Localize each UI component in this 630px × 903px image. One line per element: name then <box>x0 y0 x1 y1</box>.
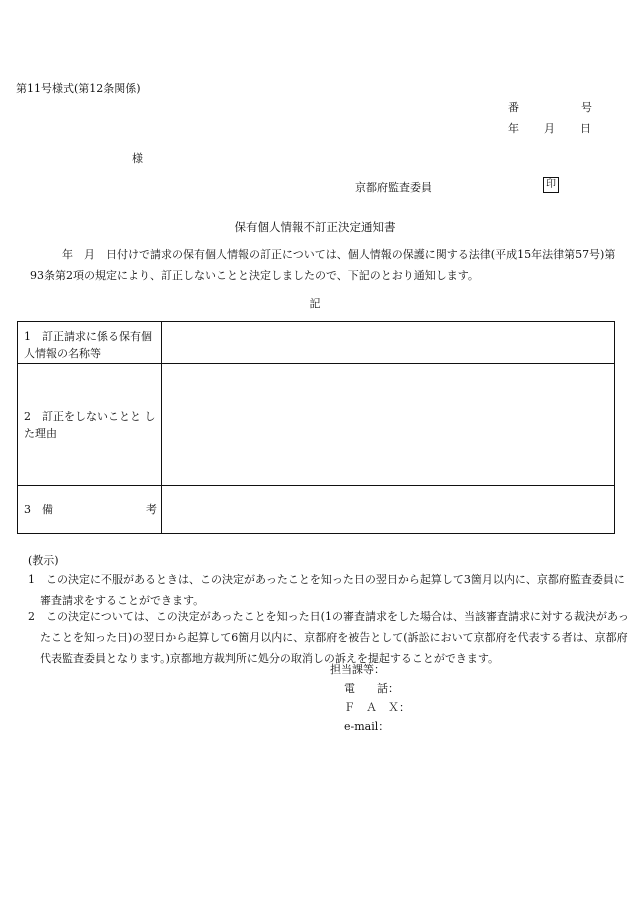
body-text: 年 月 日付けで請求の保有個人情報の訂正については、個人情報の保護に関する法律(平成15年法律第57号)第93条第2項の規定により、訂正しないことと決定しましたので、下記のとおり通知します。 <box>30 248 616 282</box>
document-date <box>508 120 591 136</box>
issuer: 京都府監査委員 <box>355 181 432 194</box>
note-2: 2 この決定については、この決定があったことを知った日(1の審査請求をした場合は、当該審査請求に対する裁決があったことを知った日)の翌日から起算して6箇月以内に、京都府を被告として(訴訟において京都府を代表する者は、京都府代表監査委員となります。)京都地方裁判所に処分の取消しの訴えを提起することができます。 <box>28 610 629 665</box>
row-value-info-name <box>162 322 615 364</box>
row-label-remarks <box>18 486 162 534</box>
number-label: 番 <box>508 101 519 114</box>
remarks-label-right: 考 <box>146 503 157 516</box>
document-title: 保有個人情報不訂正決定通知書 <box>234 220 396 234</box>
document-number <box>508 99 592 115</box>
details-table <box>17 321 615 534</box>
notes-heading: (教示) <box>28 554 59 567</box>
contact-fax: Ｆ Ａ Ｘ： <box>344 701 410 714</box>
remarks-label-left: 3 備 <box>24 503 53 516</box>
number-suffix: 号 <box>581 101 592 114</box>
row-label-info-name: 1 訂正請求に係る保有個人情報の名称等 <box>18 322 162 364</box>
note-1: 1 この決定に不服があるときは、この決定があったことを知った日の翌日から起算して3箇月以内に、京都府監査委員に審査請求をすることができます。 <box>28 573 625 607</box>
contact-email: e-mail： <box>344 720 390 733</box>
table-row <box>18 486 615 534</box>
table-row <box>18 364 615 486</box>
table-row <box>18 322 615 364</box>
contact-dept: 担当課等： <box>330 663 385 676</box>
year-label: 年 <box>508 122 519 135</box>
month-label: 月 <box>544 122 555 135</box>
contact-block <box>330 660 410 736</box>
day-label: 日 <box>580 122 591 135</box>
addressee: 様 <box>132 152 143 165</box>
ki-heading: 記 <box>309 297 321 310</box>
row-value-reason <box>162 364 615 486</box>
row-value-remarks <box>162 486 615 534</box>
seal-mark: 印 <box>543 177 559 193</box>
row-label-reason: 2 訂正をしないことと した理由 <box>18 364 162 486</box>
form-number: 第11号様式(第12条関係) <box>16 82 141 95</box>
contact-phone: 電 話： <box>344 682 399 695</box>
